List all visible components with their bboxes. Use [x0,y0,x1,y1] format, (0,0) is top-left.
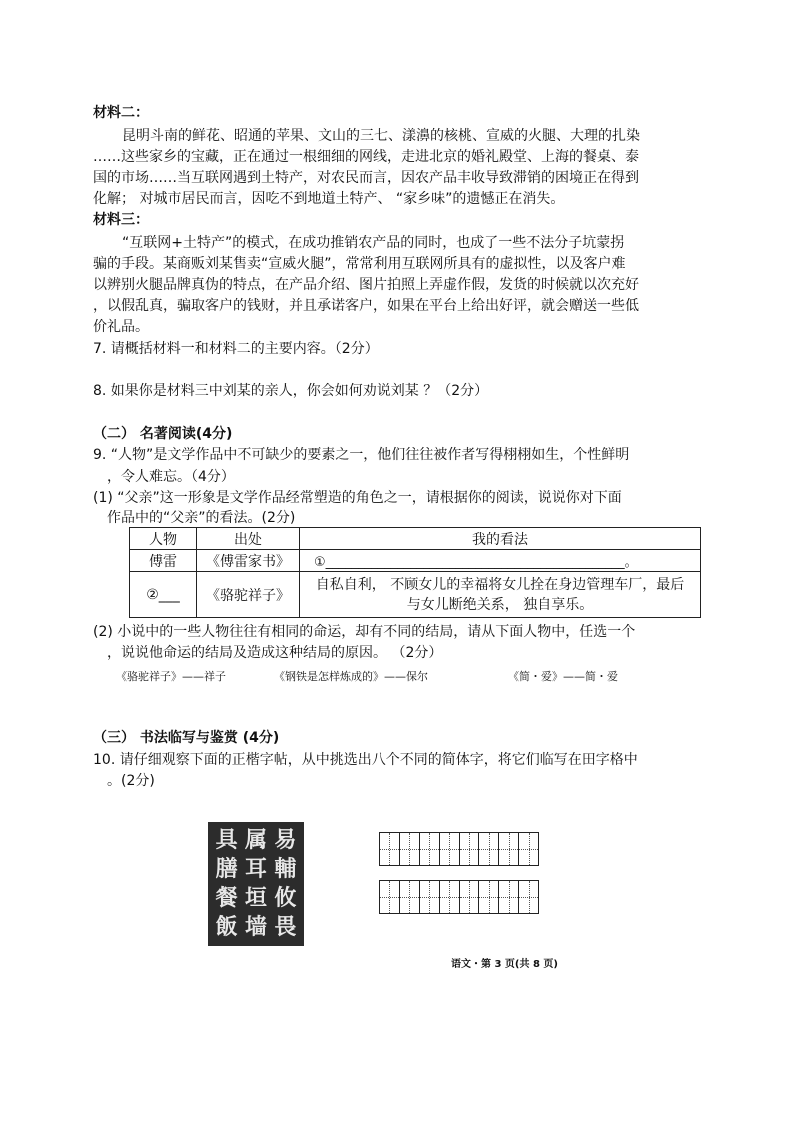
calligraphy-char: 耳 [244,856,267,882]
section2-heading: （二） 名著阅读(4分) [93,426,233,442]
table-cell-source: 《骆驼祥子》 [197,572,300,618]
tianzige-cell[interactable] [380,833,400,865]
calligraphy-char: 飯 [215,914,238,940]
calligraphy-char: 膳 [215,856,238,882]
table-cell-opinion-blank[interactable]: ①______________________________________________。 [300,550,701,572]
question-9-line-2: ，令人难忘。（4分） [107,469,235,485]
material2-line-2: ……这些家乡的宝藏，正在通过一根细细的网线，走进北京的婚礼殿堂、上海的餐桌、泰 [93,149,639,165]
calligraphy-char: 属 [244,827,267,853]
question-9-2-line-2: ，说说他命运的结局及造成这种结局的原因。 （2分） [107,645,443,661]
page-footer: 语文・第 3 页(共 8 页) [451,959,558,970]
material3-line-2: 骗的手段。某商贩刘某售卖“宣威火腿”，常常利用互联网所具有的虚拟性，以及客户难 [93,256,626,272]
question-9-line-1: 9. “人物”是文学作品中不可缺少的要素之一，他们往往被作者写得栩栩如生，个性鲜明 [93,447,630,463]
table-cell-person-blank[interactable]: ②___ [130,572,197,618]
material2-line-4: 化解； 对城市居民而言，因吃不到地道土特产、 “家乡味”的遗憾正在消失。 [93,191,565,207]
tianzige-cell[interactable] [400,833,420,865]
question-9-1-line-2: 作品中的“父亲”的看法。(2分) [107,510,296,526]
tianzige-cell[interactable] [460,833,480,865]
table-header-source: 出处 [197,528,300,550]
table-cell-opinion-line-2: 与女儿断绝关系， 独自享乐。 [406,596,594,613]
calligraphy-char: 墙 [244,914,267,940]
question-10-line-1: 10. 请仔细观察下面的正楷字帖，从中挑选出八个不同的简体字，将它们临写在田字格中 [93,752,638,768]
table-header-person: 人物 [130,528,197,550]
material3-line-5: 价礼品。 [93,319,149,335]
table-header-opinion: 我的看法 [300,528,701,550]
material2-line-1: 昆明斗南的鲜花、昭通的苹果、文山的三七、漾濞的核桃、宣威的火腿、大理的扎染 [122,128,640,144]
tianzige-cell[interactable] [420,881,440,913]
question-9-2-line-1: (2) 小说中的一些人物往往有相同的命运，却有不同的结局，请从下面人物中，任选一个 [93,624,636,640]
tianzige-grid-row-1 [379,832,539,866]
calligraphy-char: 垣 [244,885,267,911]
option-1: 《骆驼祥子》——祥子 [116,670,226,683]
material3-heading: 材料三： [93,212,149,228]
tianzige-grid-row-2 [379,880,539,914]
table-cell-source: 《傅雷家书》 [197,550,300,572]
material2-heading: 材料二： [93,105,149,121]
table-cell-opinion [300,572,701,618]
question-9-1-line-1: (1) “父亲”这一形象是文学作品经常塑造的角色之一，请根据你的阅读，说说你对下面 [93,490,622,506]
calligraphy-char: 攸 [274,885,297,911]
question-10-line-2: 。(2分) [107,773,155,789]
option-2: 《钢铁是怎样炼成的》——保尔 [274,670,428,683]
tianzige-cell[interactable] [499,833,519,865]
tianzige-cell[interactable] [519,881,538,913]
option-3: 《简・爱》——简・爱 [508,670,618,683]
section3-heading: （三） 书法临写与鉴赏 (4分) [93,730,280,746]
tianzige-cell[interactable] [519,833,538,865]
father-opinion-table [129,527,701,618]
tianzige-cell[interactable] [499,881,519,913]
calligraphy-char: 具 [215,827,238,853]
calligraphy-char: 餐 [215,885,238,911]
calligraphy-char: 輔 [274,856,297,882]
tianzige-cell[interactable] [380,881,400,913]
tianzige-cell[interactable] [460,881,480,913]
calligraphy-char: 易 [274,827,297,853]
question-8: 8. 如果你是材料三中刘某的亲人，你会如何劝说刘某 ？（2分） [93,383,489,399]
material2-line-3: 国的市场……当互联网遇到土特产，对农民而言，因农产品丰收导致滞销的困境正在得到 [93,170,639,186]
material3-line-1: “互联网+土特产”的模式，在成功推销农产品的同时，也成了一些不法分子坑蒙拐 [122,235,625,251]
calligraphy-copybook-image [208,822,304,946]
tianzige-cell[interactable] [400,881,420,913]
table-cell-person: 傅雷 [130,550,197,572]
material3-line-4: ，以假乱真，骗取客户的钱财，并且承诺客户，如果在平台上给出好评，就会赠送一些低 [93,298,639,314]
tianzige-cell[interactable] [479,881,499,913]
material3-line-3: 以辨别火腿品牌真伪的特点，在产品介绍、图片拍照上弄虚作假，发货的时候就以次充好 [93,277,639,293]
tianzige-cell[interactable] [479,833,499,865]
calligraphy-char: 畏 [274,914,297,940]
tianzige-cell[interactable] [440,833,460,865]
question-7: 7. 请概括材料一和材料二的主要内容。（2分） [93,341,379,357]
tianzige-cell[interactable] [420,833,440,865]
tianzige-cell[interactable] [440,881,460,913]
table-cell-opinion-line-1: 自私自利， 不顾女儿的幸福将女儿拴在身边管理车厂，最后 [315,576,685,593]
